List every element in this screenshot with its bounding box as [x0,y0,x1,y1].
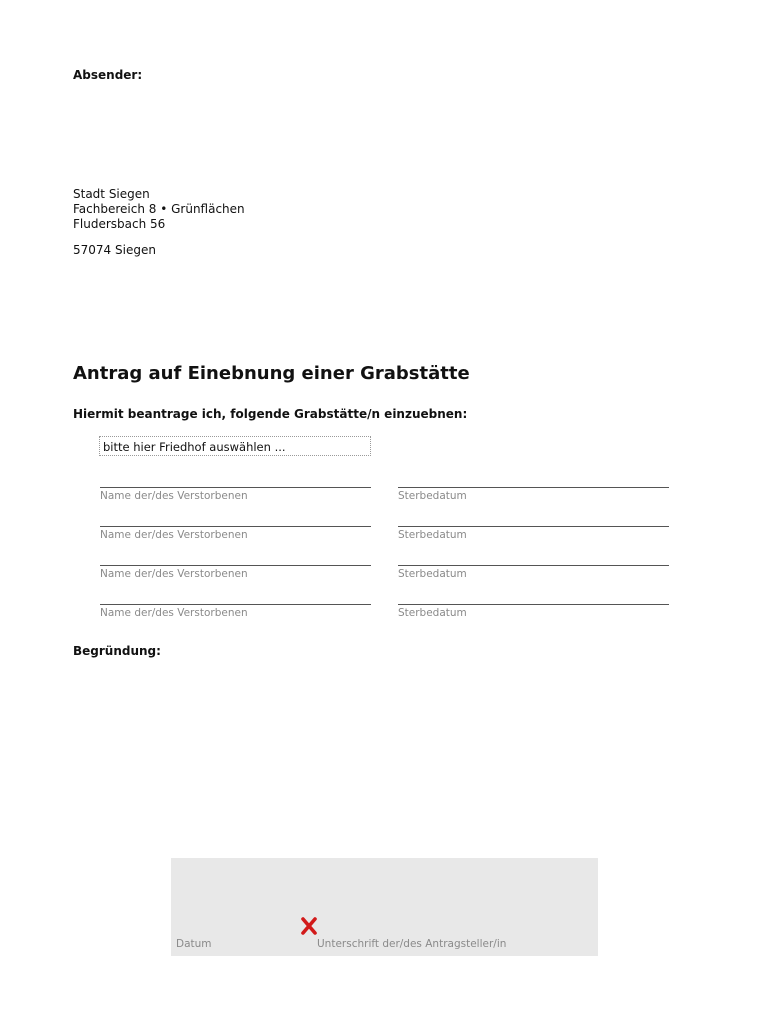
page-title: Antrag auf Einebnung einer Grabstätte [73,363,470,384]
date-underline [398,604,669,605]
deceased-name-field[interactable] [100,565,371,589]
signature-label: Unterschrift der/des Antragsteller/in [317,938,507,950]
date-underline [398,487,669,488]
signature-area[interactable] [171,858,598,956]
name-field-label: Name der/des Verstorbenen [100,568,248,580]
death-date-field[interactable] [398,604,669,628]
recipient-line-2: Fachbereich 8 • Grünflächen [73,202,245,216]
name-underline [100,565,371,566]
deceased-name-field[interactable] [100,604,371,628]
death-date-field[interactable] [398,487,669,511]
date-field-label: Sterbedatum [398,529,467,541]
recipient-line-4: 57074 Siegen [73,243,156,257]
name-underline [100,487,371,488]
deceased-name-field[interactable] [100,526,371,550]
name-underline [100,526,371,527]
form-subtitle: Hiermit beantrage ich, folgende Grabstätte/n einzuebnen: [73,407,468,421]
date-field-label: Sterbedatum [398,568,467,580]
sign-here-x-icon [300,916,318,936]
deceased-name-field[interactable] [100,487,371,511]
reason-label: Begründung: [73,644,161,658]
name-field-label: Name der/des Verstorbenen [100,607,248,619]
recipient-line-1: Stadt Siegen [73,187,150,201]
date-underline [398,565,669,566]
date-underline [398,526,669,527]
recipient-line-3: Fludersbach 56 [73,217,166,231]
cemetery-select[interactable]: bitte hier Friedhof auswählen ... [99,436,371,456]
death-date-field[interactable] [398,565,669,589]
sender-label: Absender: [73,68,143,82]
death-date-field[interactable] [398,526,669,550]
name-underline [100,604,371,605]
name-field-label: Name der/des Verstorbenen [100,529,248,541]
date-label: Datum [176,938,212,950]
date-field-label: Sterbedatum [398,490,467,502]
recipient-address [73,187,245,258]
name-field-label: Name der/des Verstorbenen [100,490,248,502]
date-field-label: Sterbedatum [398,607,467,619]
